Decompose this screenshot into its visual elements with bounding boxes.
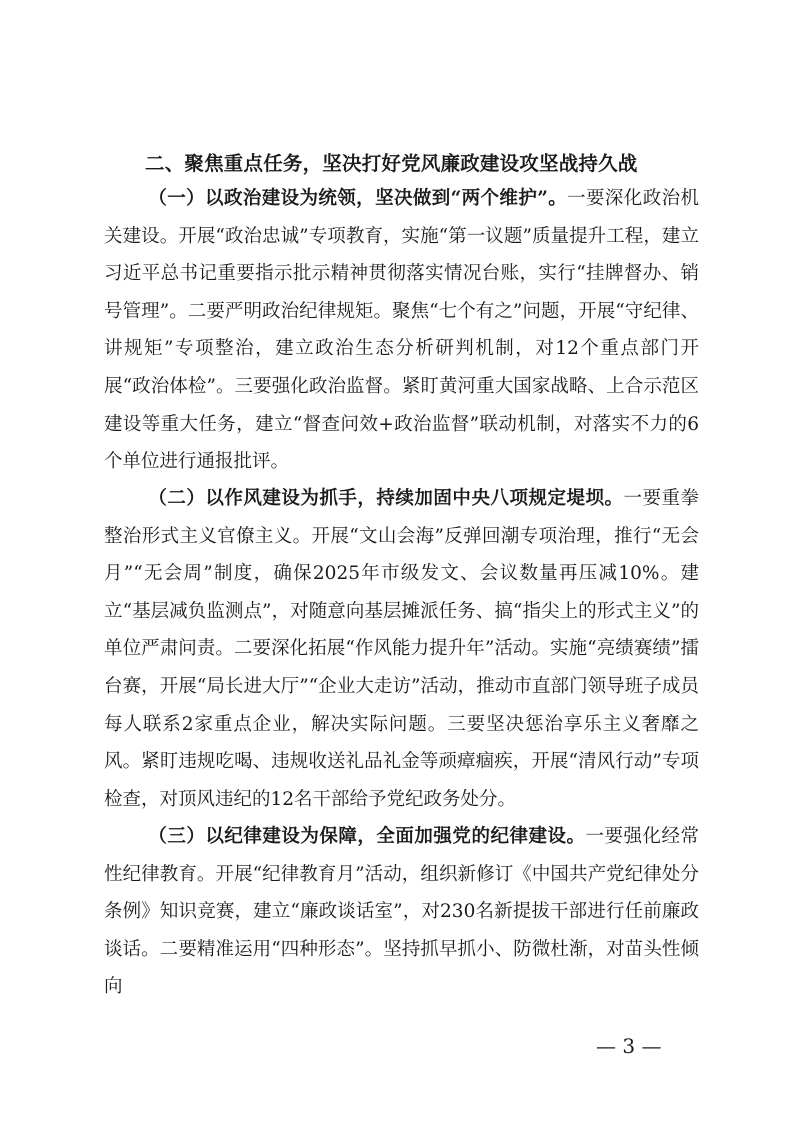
paragraph-lead: （三）以纪律建设为保障，全面加强党的纪律建设。 xyxy=(148,826,586,847)
paragraph xyxy=(104,180,699,481)
paragraph-body: 一要深化政治机关建设。开展“政治忠诚”专项教育，实施“第一议题”质量提升工程，建立习近平总书记重要指示批示精神贯彻落实情况台账，实行“挂牌督办、销号管理”。二要严明政治纪律规矩。聚焦“七个有之”问题，开展“守纪律、讲规矩”专项整治，建立政治生态分析研判机制，对12个重点部门开展“政治体检”。三要强化政治监督。紧盯黄河重大国家战略、上合示范区建设等重大任务，建立“督查问效+政治监督”联动机制，对落实不力的6个单位进行通报批评。 xyxy=(104,188,699,473)
paragraph-body: 一要强化经常性纪律教育。开展“纪律教育月”活动，组织新修订《中国共产党纪律处分条例》知识竞赛，建立“廉政谈话室”，对230名新提拔干部进行任前廉政谈话。二要精准运用“四种形态”。坚持抓早抓小、防微杜渐，对苗头性倾向 xyxy=(104,826,699,998)
paragraph-body: 一要重拳整治形式主义官僚主义。开展“文山会海”反弹回潮专项治理，推行“无会月”“无会周”制度，确保2025年市级发文、会议数量再压减10%。建立“基层减负监测点”，对随意向基层摊派任务、搞“指尖上的形式主义”的单位严肃问责。二要深化拓展“作风能力提升年”活动。实施“亮绩赛绩”擂台赛，开展“局长进大厅”“企业大走访”活动，推动市直部门领导班子成员每人联系2家重点企业，解决实际问题。三要坚决惩治享乐主义奢靡之风。紧盯违规吃喝、违规收送礼品礼金等顽瘴痼疾，开展“清风行动”专项检查，对顶风违纪的12名干部给予党纪政务处分。 xyxy=(104,488,699,810)
paragraph-lead: （一）以政治建设为统领，坚决做到“两个维护”。 xyxy=(148,188,568,209)
paragraph xyxy=(104,818,699,1006)
page-number: — 3 — xyxy=(596,1034,662,1058)
paragraph xyxy=(104,480,699,818)
paragraph-lead: （二）以作风建设为抓手，持续加固中央八项规定堤坝。 xyxy=(148,488,624,509)
section-heading: 二、聚焦重点任务，坚决打好党风廉政建设攻坚战持久战 xyxy=(145,152,638,175)
